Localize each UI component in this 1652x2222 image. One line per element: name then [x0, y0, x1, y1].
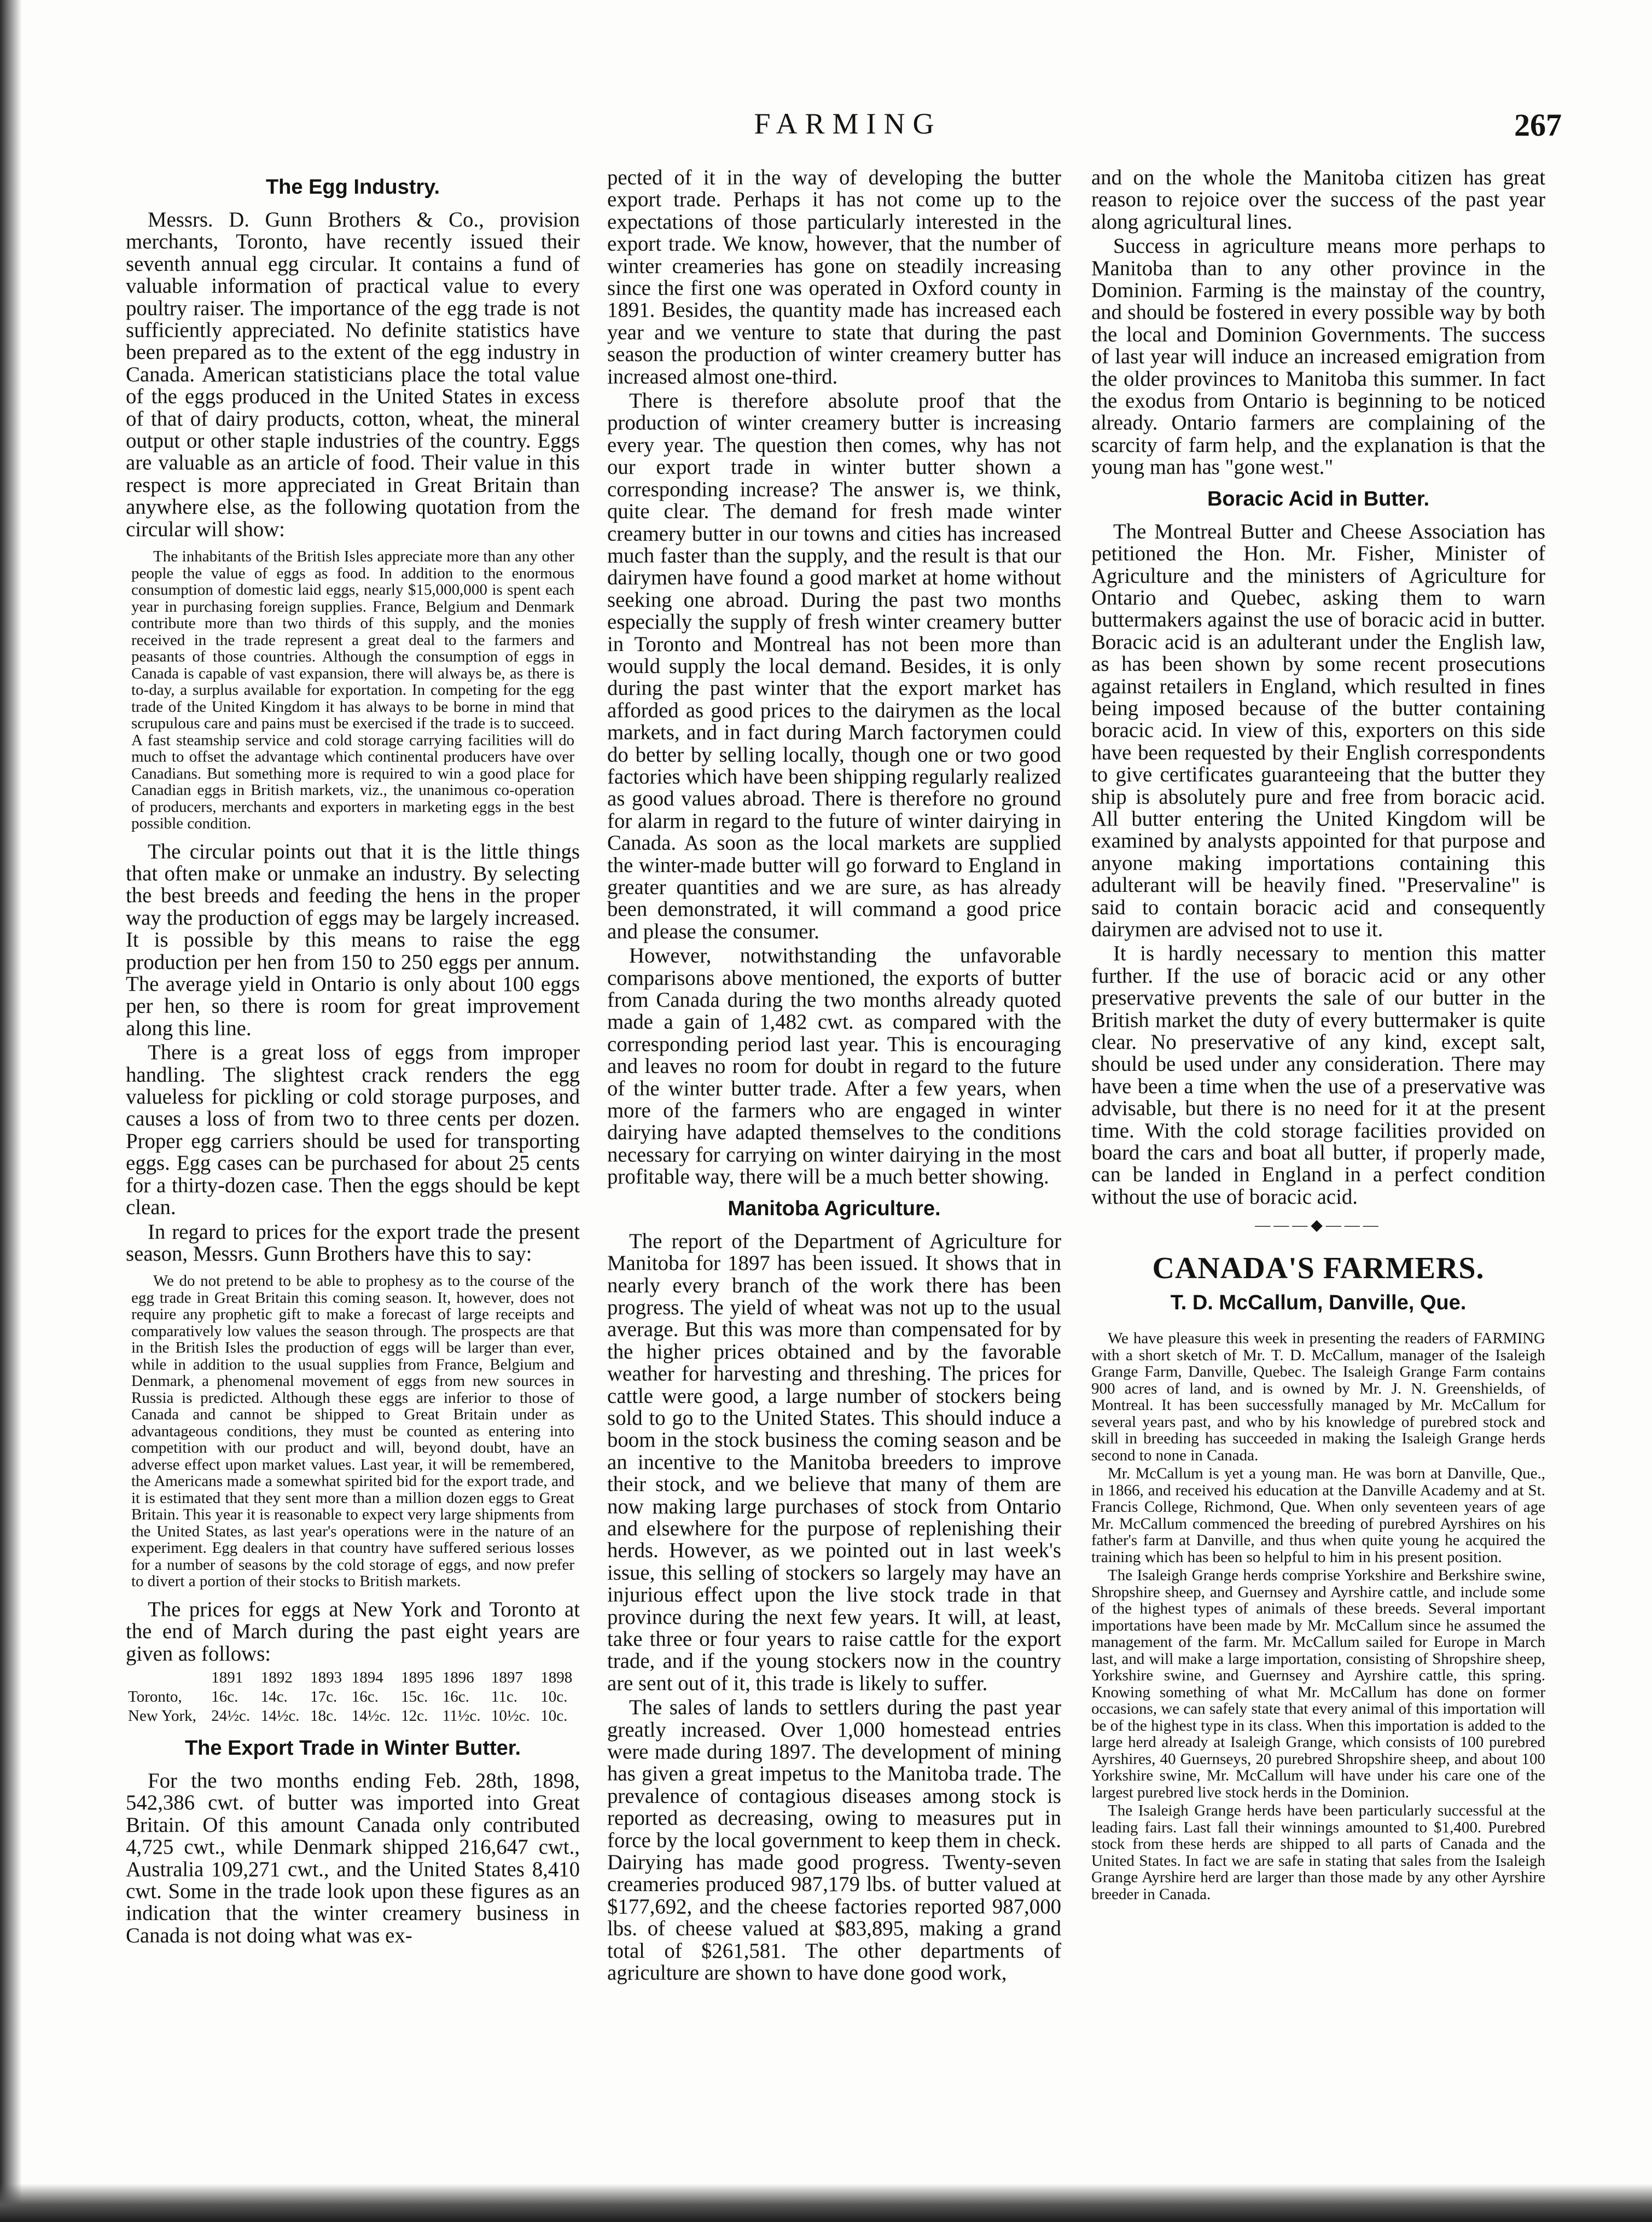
- mccallum-subheading: T. D. McCallum, Danville, Que.: [1170, 1291, 1467, 1315]
- manitoba-paragraph-3: and on the whole the Manitoba citizen has great reason to rejoice over the success of the past year along agricultural lines.: [1091, 166, 1545, 234]
- mccallum-paragraph-2: Mr. McCallum is yet a young man. He was born at Danville, Que., in 1866, and received his education at the Danville Academy and at St. Francis College, Richmond, Que. When only seventeen years of age Mr. McCallum commenced the breeding of purebred Ayrshires on his father's farm at Danville, and thus when quite young he acquired the training which has been so helpful to him in his present position.: [1091, 1465, 1545, 1566]
- manitoba-heading: Manitoba Agriculture.: [728, 1197, 941, 1220]
- egg-paragraph-2: The circular points out that it is the little things that often make or unmake an industry. By selecting the best breeds and feeding the hens in the proper way the production of eggs may be largely increased. It is possible by this means to raise the egg production per hen from 150 to 250 eggs per annum. The average yield in Ontario is only about 100 eggs per hen, so there is room for great improvement along this line.: [126, 839, 580, 1040]
- price-cell: 17c.: [310, 1688, 338, 1706]
- mccallum-paragraph-4: The Isaleigh Grange herds have been particularly successful at the leading fairs. Last fall their winnings amounted to $1,400. Purebred stock from these herds are shipped to all parts of Canada and the United States. In fact we are safe in stating that sales from the Isaleigh Grange Ayrshire herd are larger than those made by any other Ayrshire breeder in Canada.: [1091, 1802, 1545, 1903]
- page-header: [0, 107, 1652, 156]
- boracic-paragraph-1: The Montreal Butter and Cheese Association has petitioned the Hon. Mr. Fisher, Minister of Agriculture and the ministers of Agriculture for Ontario and Quebec, asking them to warn buttermakers against the use of boracic acid in butter. Boracic acid is an adulterant under the English law, as has been shown by some recent prosecutions against retailers in England, which resulted in fines being imposed because of the butter containing boracic acid. In view of this, exporters on this side have been requested by their English correspondents to give certificates guaranteeing that the butter they ship is absolutely pure and free from boracic acid. All butter entering the United Kingdom will be examined by analysts appointed for that purpose and anyone making importations containing this adulterant will be heavily fined. "Preservaline" is said to contain boracic acid and consequently dairymen are advised not to use it.: [1091, 519, 1545, 941]
- manitoba-paragraph-1: The report of the Department of Agriculture for Manitoba for 1897 has been issued. It shows that in nearly every branch of the work there has been progress. The yield of wheat was not up to the usual average. But this was more than compensated for by the higher prices obtained and by the favorable weather for harvesting and threshing. The prices for cattle were good, a large number of stockers being sold to go to the United States. This should induce a boom in the stock business the coming season and be an incentive to the Manitoba breeders to improve their stock, and we believe that many of them are now making large purchases of stock from Ontario and elsewhere for the purpose of replenishing their herds. However, as we pointed out in last week's issue, this selling of stockers so largely may have an injurious effect upon the live stock trade in that province during the next few years. It will, at least, take three or four years to raise cattle for the export trade, and if the young stockers now in the country are sent out of it, this trade is likely to suffer.: [607, 1229, 1061, 1695]
- price-year: 1893: [310, 1669, 342, 1687]
- export-paragraph-2: pected of it in the way of developing the butter export trade. Perhaps it has not come up to the expectations of those particularly interested in the export trade. We know, however, that the number of winter creameries has gone on steadily increasing since the first one was operated in Oxford county in 1891. Besides, the quantity made has increased each year and we venture to state that during the past season the production of winter creamery butter has increased almost one-third.: [607, 166, 1061, 388]
- export-paragraph-3: There is therefore absolute proof that the production of winter creamery butter is increasing every year. The question then comes, why has not our export trade in winter butter shown a corresponding increase? The answer is, we think, quite clear. The demand for fresh made winter creamery butter in our towns and cities has increased much faster than the supply, and the result is that our dairymen have found a good market at home without seeking one abroad. During the past two months especially the supply of fresh winter creamery butter in Toronto and Montreal has not been more than would supply the local demand. Besides, it is only during the past winter that the export market has afforded as good prices to the dairymen as the local markets, and in fact during March factorymen could do better by selling locally, though one or two good factories which have been shipping regularly realized as good values abroad. There is therefore no ground for alarm in regard to the future of winter dairying in Canada. As soon as the local markets are supplied the winter-made butter will go forward to England in greater quantities and we are sure, as has already been demonstrated, it will command a good price and please the consumer.: [607, 389, 1061, 943]
- egg-price-table: [126, 1668, 580, 1726]
- price-cell: 16c.: [351, 1688, 379, 1706]
- price-year: 1898: [540, 1669, 573, 1687]
- column-3: [1091, 167, 1545, 1904]
- price-year: 1896: [442, 1669, 474, 1687]
- price-cell: 14c.: [260, 1688, 288, 1706]
- egg-paragraph-5: The prices for eggs at New York and Toronto at the end of March during the past eight years are given as follows:: [126, 1597, 580, 1666]
- running-title: FARMING: [754, 107, 942, 140]
- price-cell: 24½c.: [211, 1707, 251, 1725]
- price-year: 1897: [491, 1669, 523, 1687]
- section-divider-ornament: ———◆———: [1255, 1217, 1382, 1234]
- mccallum-paragraph-1: We have pleasure this week in presenting the readers of FARMING with a short sketch of Mr. T. D. McCallum, manager of the Isaleigh Grange Farm, Danville, Quebec. The Isaleigh Grange Farm contains 900 acres of land, and is owned by Mr. J. N. Greenshields, of Montreal. It has been successfully managed by Mr. McCallum for several years past, and who by his knowledge of purebred stock and skill in breeding has succeeded in making the Isaleigh Grange herds second to none in Canada.: [1091, 1330, 1545, 1464]
- price-cell: 14½c.: [351, 1707, 391, 1725]
- price-table-corner: [126, 1668, 209, 1687]
- canadas-farmers-heading: CANADA'S FARMERS.: [1152, 1251, 1485, 1286]
- boracic-heading: Boracic Acid in Butter.: [1207, 487, 1430, 510]
- export-paragraph-4: However, notwithstanding the unfavorable comparisons above mentioned, the exports of butter from Canada during the two months already quoted made a gain of 1,482 cwt. as compared with the corresponding period last year. This is encouraging and leaves no room for doubt in regard to the future of the winter butter trade. After a few years, when more of the farmers who are engaged in winter dairying have adapted themselves to the conditions necessary for carrying on winter dairying in the most profitable way, there will be a much better showing.: [607, 944, 1061, 1189]
- price-cell: 14½c.: [260, 1707, 300, 1725]
- price-cell: 11c.: [491, 1688, 517, 1706]
- export-paragraph-1: For the two months ending Feb. 28th, 1898, 542,386 cwt. of butter was imported into Great Britain. Of this amount Canada only contributed 4,725 cwt., while Denmark shipped 216,647 cwt., Australia 109,271 cwt., and the United States 8,410 cwt. Some in the trade look upon these figures as an indication that the winter creamery business in Canada is not doing what was ex-: [126, 1769, 580, 1947]
- manitoba-paragraph-4: Success in agriculture means more perhaps to Manitoba than to any other province in the Dominion. Farming is the mainstay of the country, and should be fostered in every possible way by both the local and Dominion Governments. The success of last year will induce an increased emigration from the older provinces to Manitoba this summer. In fact the exodus from Ontario is beginning to be noticed already. Ontario farmers are complaining of the scarcity of farm help, and the explanation is that the young man has "gone west.": [1091, 234, 1545, 479]
- price-table-header-row: [126, 1668, 580, 1687]
- column-1: [126, 167, 580, 1949]
- price-row-toronto: [126, 1687, 580, 1707]
- price-cell: 16c.: [442, 1688, 469, 1706]
- price-cell: 16c.: [211, 1688, 239, 1706]
- boracic-paragraph-2: It is hardly necessary to mention this matter further. If the use of boracic acid or any other preservative prevents the sale of our butter in the British market the duty of every buttermaker is quite clear. No preservative of any kind, except salt, should be used under any consideration. There may have been a time when the use of a preservative was advisable, but there is no need for it at the present time. With the cold storage facilities provided on board the cars and boat all butter, if properly made, can be landed in England in a perfect condition without the use of boracic acid.: [1091, 942, 1545, 1209]
- manitoba-paragraph-2: The sales of lands to settlers during the past year greatly increased. Over 1,000 homestead entries were made during 1897. The development of mining has given a great impetus to the Manitoba trade. The prevalence of contagious diseases among stock is reported as decreasing, owing to measures put in force by the local government to keep them in check. Dairying has made good progress. Twenty-seven creameries produced 987,179 lbs. of butter valued at $177,692, and the cheese factories reported 987,000 lbs. of cheese valued at $83,895, making a grand total of $261,581. The other departments of agriculture are shown to have done good work,: [607, 1696, 1061, 1985]
- price-cell: 10c.: [540, 1688, 568, 1706]
- price-city: Toronto,: [128, 1688, 182, 1706]
- egg-paragraph-4: In regard to prices for the export trade the present season, Messrs. Gunn Brothers have this to say:: [126, 1220, 580, 1266]
- egg-industry-heading: The Egg Industry.: [265, 176, 440, 199]
- price-cell: 11½c.: [442, 1707, 481, 1725]
- egg-paragraph-1: Messrs. D. Gunn Brothers & Co., provision merchants, Toronto, have recently issued their seventh annual egg circular. It contains a fund of valuable information of practical value to every poultry raiser. The importance of the egg trade is not sufficiently appreciated. No definite statistics have been prepared as to the extent of the egg industry in Canada. American statisticians place the total value of the eggs produced in the United States in excess of that of dairy products, cotton, wheat, the mineral output or other staple industries of the country. Eggs are valuable as an article of food. Their value in this respect is more appreciated in Great Britain than anywhere else, as the following quotation from the circular will show:: [126, 208, 580, 541]
- column-2: [607, 167, 1061, 1987]
- price-cell: 15c.: [401, 1688, 428, 1706]
- egg-quote-2: We do not pretend to be able to prophesy as to the course of the egg trade in Great Britain this coming season. It, however, does not require any prophetic gift to make a forecast of large receipts and comparatively low values the season through. The prospects are that in the British Isles the production of eggs will be larger than ever, while in addition to the usual supplies from France, Belgium and Denmark, a phenomenal movement of eggs from new sources in Russia is predicted. Although these eggs are inferior to those of Canada and cannot be shipped to Great Britain under as advantageous conditions, they must be counted as entering into competition with our product and will, beyond doubt, have an adverse effect upon market values. Last year, it will be remembered, the Americans made a somewhat spirited bid for the export trade, and it is estimated that they sent more than a million dozen eggs to Great Britain. This year it is reasonable to expect very large shipments from the United States, as last year's operations were in the nature of an experiment. Egg dealers in that country have suffered serious losses for a number of seasons by the cold storage of eggs, and now prefer to divert a portion of their stocks to British markets.: [131, 1272, 574, 1591]
- price-cell: 10c.: [540, 1707, 568, 1725]
- price-year: 1891: [211, 1669, 243, 1687]
- egg-quote-1: The inhabitants of the British Isles appreciate more than any other people the value of eggs as food. In addition to the enormous consumption of domestic laid eggs, nearly $15,000,000 is spent each year in purchasing foreign supplies. France, Belgium and Denmark contribute more than two thirds of this supply, and the monies received in the trade represent a great deal to the farmers and peasants of those countries. Although the consumption of eggs in Canada is capable of vast expansion, there will always be, as there is to-day, a surplus available for exportation. In competing for the egg trade of the United Kingdom it has always to be borne in mind that scrupulous care and pains must be exercised if the trade is to succeed. A fast steamship service and cold storage carrying facilities will do much to offset the advantage which continental producers have over Canadians. But something more is required to win a good place for Canadian eggs in British markets, viz., the unanimous co-operation of producers, merchants and exporters in marketing eggs in the best possible condition.: [131, 548, 574, 833]
- page-number: 267: [1514, 107, 1562, 143]
- price-cell: 10½c.: [491, 1707, 530, 1725]
- price-year: 1892: [260, 1669, 293, 1687]
- price-year: 1895: [401, 1669, 433, 1687]
- scan-left-edge: [0, 0, 22, 2222]
- scan-bottom-edge: [0, 2184, 1652, 2222]
- price-year: 1894: [351, 1669, 383, 1687]
- mccallum-paragraph-3: The Isaleigh Grange herds comprise Yorkshire and Berkshire swine, Shropshire sheep, and Guernsey and Ayrshire cattle, and include some of the highest types of animals of these breeds. Several important importations have been made by Mr. McCallum since he assumed the management of the farm. Mr. McCallum sailed for Europe in March last, and will make a large importation, consisting of Shropshire sheep, Yorkshire swine, and Guernsey and Ayrshire cattle, this spring. Knowing something of what Mr. McCallum has done on former occasions, we can safely state that every animal of this importation will be of the highest type in its class. When this importation is added to the large herd already at Isaleigh Grange, which consists of 100 purebred Ayrshires, 40 Guernseys, 20 purebred Shropshire sheep, and about 100 Yorkshire swine, Mr. McCallum will have under his care one of the largest purebred live stock herds in the Dominion.: [1091, 1567, 1545, 1801]
- export-trade-heading: The Export Trade in Winter Butter.: [184, 1737, 521, 1760]
- price-city: New York,: [128, 1707, 196, 1725]
- egg-paragraph-3: There is a great loss of eggs from improper handling. The slightest crack renders the egg valueless for pickling or cold storage purposes, and causes a loss of from two to three cents per dozen. Proper egg carriers should be used for transporting eggs. Egg cases can be purchased for about 25 cents for a thirty-dozen case. Then the eggs should be kept clean.: [126, 1041, 580, 1220]
- price-cell: 12c.: [401, 1707, 428, 1725]
- price-row-new-york: [126, 1707, 580, 1726]
- price-cell: 18c.: [310, 1707, 338, 1725]
